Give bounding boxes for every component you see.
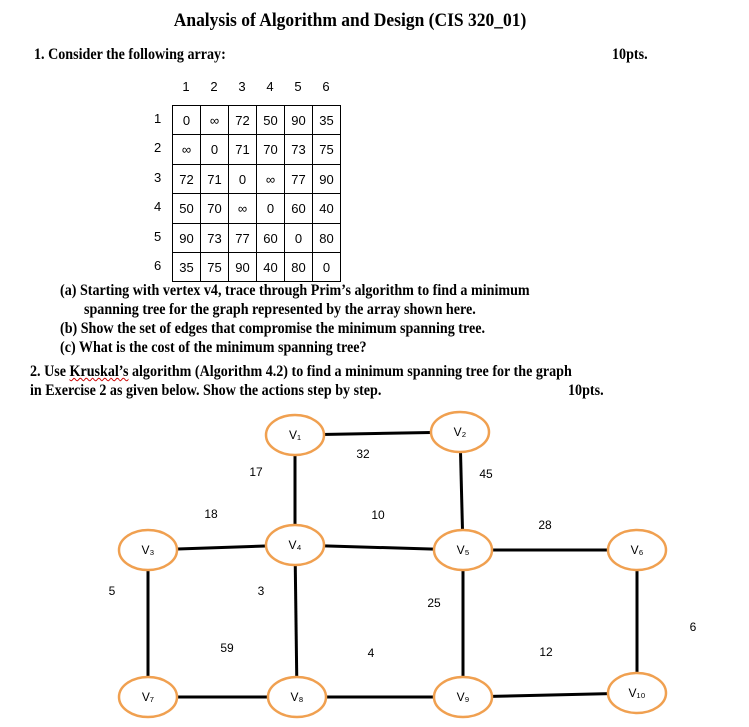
matrix-cell: 35 [313,106,341,135]
q1-points: 10pts. [612,46,648,63]
matrix-cell: 0 [285,224,313,253]
matrix-cell: 72 [173,165,201,194]
node-label: V₆ [630,543,644,557]
q1-part-c: (c) What is the cost of the minimum spanning tree? [60,339,367,356]
graph-node [119,530,177,570]
row-header: 6 [154,258,162,273]
matrix-cell: 73 [285,135,313,165]
node-label: V₄ [288,538,302,552]
graph-node [434,530,492,570]
node-label: V₂ [453,425,467,439]
q2-rest: algorithm (Algorithm 4.2) to find a minimum spanning tree for the graph [128,363,572,380]
col-header: 5 [294,79,302,94]
matrix-cell: 40 [313,194,341,224]
graph-node [266,415,324,455]
matrix-cell: 90 [313,165,341,194]
edge-weight: 25 [427,596,441,610]
q2-points: 10pts. [568,382,604,399]
col-header: 3 [238,79,246,94]
q2-kruskal-word: Kruskal’s [69,363,129,380]
q1-part-a-line1: (a) Starting with vertex v4, trace through Prim’s algorithm to find a minimum [60,282,530,299]
col-header: 1 [182,79,190,94]
node-label: V₁₀ [628,686,646,700]
matrix-cell: ∞ [173,135,201,165]
edge-weight: 32 [356,447,370,461]
row-header: 3 [154,170,162,185]
q1-heading: 1. Consider the following array: [34,46,226,63]
matrix-cell: 77 [229,224,257,253]
edge-weight: 59 [220,641,234,655]
matrix-cell: 40 [257,253,285,282]
edge-weight: 28 [538,518,552,532]
edge-weight: 4 [367,646,375,660]
q2-line2: in Exercise 2 as given below. Show the actions step by step. [30,382,382,399]
edge-weight: 5 [108,584,116,598]
node-label: V₅ [456,543,470,557]
matrix-cell: 80 [285,253,313,282]
matrix-cell: 70 [201,194,229,224]
row-header: 2 [154,140,162,155]
matrix-cell: 75 [313,135,341,165]
graph-node [119,677,177,717]
node-label: V₇ [141,690,155,704]
node-label: V₃ [141,543,155,557]
edge-weight: 10 [371,508,385,522]
matrix-cell: 90 [229,253,257,282]
col-header: 6 [322,79,330,94]
edge-weight: 18 [204,507,218,521]
matrix-cell: 0 [313,253,341,282]
graph-node [608,530,666,570]
graph-edge [295,545,297,697]
matrix-cell: 50 [173,194,201,224]
row-header: 5 [154,229,162,244]
matrix-cell: 0 [201,135,229,165]
q1-part-b: (b) Show the set of edges that compromise the minimum spanning tree. [60,320,485,337]
page-title: Analysis of Algorithm and Design (CIS 320_01) [173,10,527,31]
matrix-cell: 75 [201,253,229,282]
matrix-cell: 73 [201,224,229,253]
matrix-cell: ∞ [201,106,229,135]
matrix-cell: 71 [201,165,229,194]
matrix-cell: 72 [229,106,257,135]
matrix-cell: 0 [173,106,201,135]
col-header: 2 [210,79,218,94]
node-label: V₈ [290,690,304,704]
row-header: 4 [154,199,162,214]
row-header: 1 [154,111,162,126]
matrix-cell: 70 [257,135,285,165]
matrix-cell: 80 [313,224,341,253]
matrix-cell: 90 [173,224,201,253]
edge-weight: 45 [479,467,493,481]
edge-weight: 12 [539,645,553,659]
matrix-cell: 60 [257,224,285,253]
matrix-cell: 35 [173,253,201,282]
matrix-cell: 71 [229,135,257,165]
col-header: 4 [266,79,274,94]
matrix-cell: 0 [229,165,257,194]
matrix-cell: ∞ [257,165,285,194]
graph-node [268,677,326,717]
matrix-cell: 50 [257,106,285,135]
node-label: V₉ [456,690,470,704]
q2-prefix: 2. Use [30,363,70,380]
node-label: V₁ [288,428,302,442]
matrix-cell: 77 [285,165,313,194]
matrix-cell: ∞ [229,194,257,224]
graph-node [608,673,666,713]
graph-node [431,412,489,452]
edge-weight: 6 [689,620,697,634]
matrix-cell: 90 [285,106,313,135]
q1-part-a-line2: spanning tree for the graph represented by the array shown here. [84,301,476,318]
graph-node [434,677,492,717]
matrix-cell: 0 [257,194,285,224]
edge-weight: 3 [257,584,265,598]
edge-weight: 17 [249,465,263,479]
graph-node [266,525,324,565]
matrix-cell: 60 [285,194,313,224]
